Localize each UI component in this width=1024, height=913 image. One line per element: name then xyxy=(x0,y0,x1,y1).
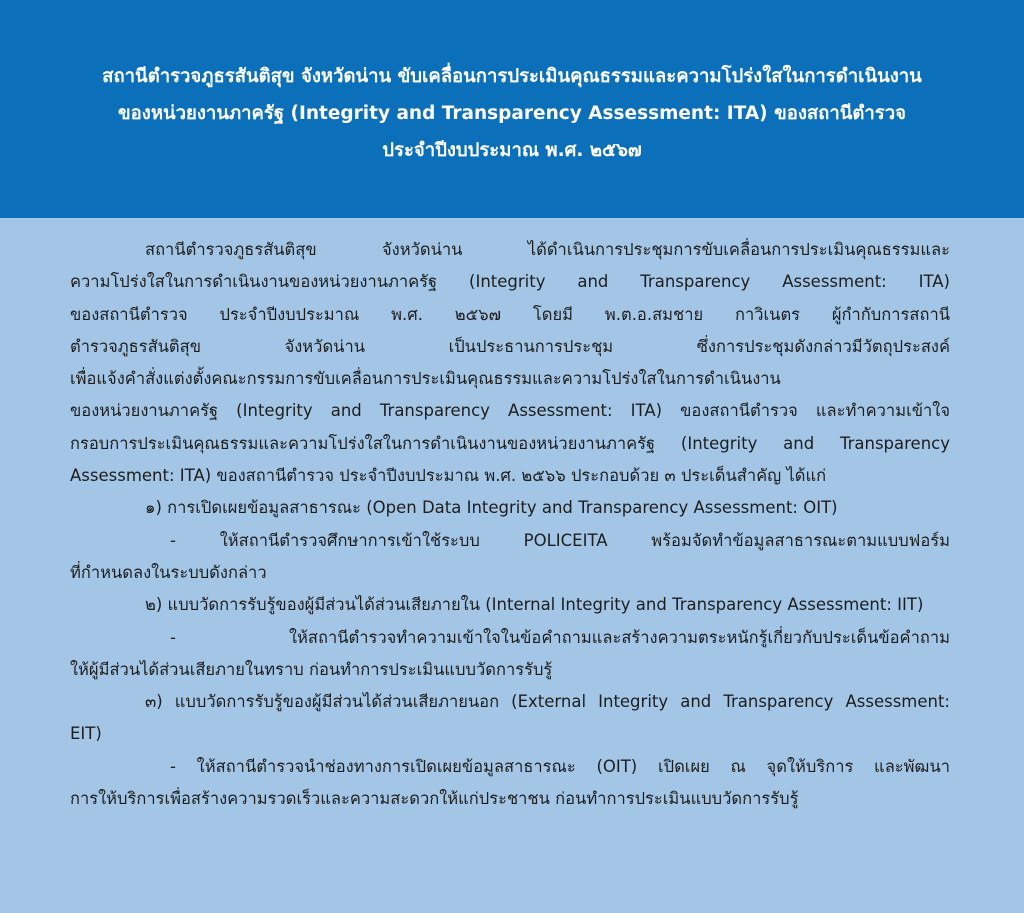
intro-line: Assessment: ITA) ของสถานีตำรวจ ประจำปีงบประมาณ พ.ศ. ๒๕๖๖ ประกอบด้วย ๓ ประเด็นสำคัญ ได้แก่ xyxy=(70,466,827,486)
intro-line: กรอบการประเมินคุณธรรมและความโปร่งใสในการดำเนินงานของหน่วยงานภาครัฐ (Integrity and Transparency xyxy=(70,433,950,453)
headline-line-3: ประจำปีงบประมาณ พ.ศ. ๒๕๖๗ xyxy=(382,140,642,161)
item-3-detail: การให้บริการเพื่อสร้างความรวดเร็วและความสะดวกให้แก่ประชาชน ก่อนทำการประเมินแบบวัดการรับรู้ xyxy=(70,789,799,809)
headline-line-2: ของหน่วยงานภาครัฐ (Integrity and Transparency Assessment: ITA) ของสถานีตำรวจ xyxy=(118,103,906,124)
intro-line: ของสถานีตำรวจ ประจำปีงบประมาณ พ.ศ. ๒๕๖๗ โดยมี พ.ต.อ.สมชาย กาวิเนตร ผู้กำกับการสถานี xyxy=(70,304,950,324)
item-3-heading: ๓) แบบวัดการรับรู้ของผู้มีส่วนได้ส่วนเสียภายนอก (External Integrity and Transparency Assessment: xyxy=(145,692,950,712)
item-3-detail: - ให้สถานีตำรวจนำช่องทางการเปิดเผยข้อมูลสาธารณะ (OIT) เปิดเผย ณ จุดให้บริการ และพัฒนา xyxy=(170,756,950,776)
article-body xyxy=(70,234,950,815)
intro-line: ของหน่วยงานภาครัฐ (Integrity and Transparency Assessment: ITA) ของสถานีตำรวจ และทำความเข้าใจ xyxy=(70,401,950,421)
intro-line: เพื่อแจ้งคำสั่งแต่งตั้งคณะกรรมการขับเคลื่อนการประเมินคุณธรรมและความโปร่งใสในการดำเนินงาน xyxy=(70,369,781,389)
intro-line: ความโปร่งใสในการดำเนินงานของหน่วยงานภาครัฐ (Integrity and Transparency Assessment: ITA) xyxy=(70,272,950,292)
news-header xyxy=(0,0,1024,218)
item-1-detail: ที่กำหนดลงในระบบดังกล่าว xyxy=(70,562,267,582)
intro-line: สถานีตำรวจภูธรสันติสุข จังหวัดน่าน ได้ดำเนินการประชุมการขับเคลื่อนการประเมินคุณธรรมและ xyxy=(145,240,950,259)
item-1-heading: ๑) การเปิดเผยข้อมูลสาธารณะ (Open Data Integrity and Transparency Assessment: OIT) xyxy=(145,498,838,518)
intro-line: ตำรวจภูธรสันติสุข จังหวัดน่าน เป็นประธานการประชุม ซึ่งการประชุมดังกล่าวมีวัตถุประสงค์ xyxy=(70,336,950,356)
item-2-heading: ๒) แบบวัดการรับรู้ของผู้มีส่วนได้ส่วนเสียภายใน (Internal Integrity and Transparency Assessment: IIT) xyxy=(145,595,924,615)
item-1-detail: - ให้สถานีตำรวจศึกษาการเข้าใช้ระบบ POLICEITA พร้อมจัดทำข้อมูลสาธารณะตามแบบฟอร์ม xyxy=(170,530,950,550)
item-2-detail: ให้ผู้มีส่วนได้ส่วนเสียภายในทราบ ก่อนทำการประเมินแบบวัดการรับรู้ xyxy=(70,659,553,679)
item-2-detail: - ให้สถานีตำรวจทำความเข้าใจในข้อคำถามและสร้างความตระหนักรู้เกี่ยวกับประเด็นข้อคำถาม xyxy=(170,627,950,647)
item-3-heading: EIT) xyxy=(70,724,102,744)
headline-line-1: สถานีตำรวจภูธรสันติสุข จังหวัดน่าน ขับเคลื่อนการประเมินคุณธรรมและความโปร่งใสในการดำเนินงาน xyxy=(102,66,922,87)
